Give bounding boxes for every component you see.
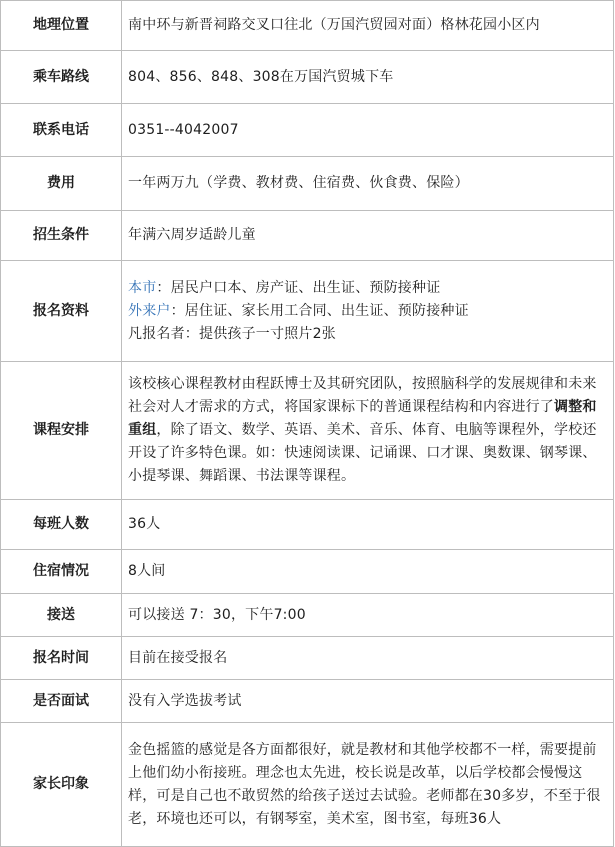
row-value: 0351--4042007 — [122, 104, 614, 157]
material-prefix: 本市 — [128, 279, 157, 296]
table-row — [1, 211, 614, 261]
material-text: 凡报名者：提供孩子一寸照片2张 — [128, 325, 336, 342]
table-row — [1, 1, 614, 51]
row-value: 南中环与新晋祠路交叉口往北（万国汽贸园对面）格林花园小区内 — [122, 1, 614, 51]
table-row — [1, 723, 614, 847]
row-value: 8人间 — [122, 550, 614, 594]
row-value: 金色摇篮的感觉是各方面都很好，就是教材和其他学校都不一样，需要提前上他们幼小衔接班。理念也太先进，校长说是改革，以后学校都会慢慢这样，可是自己也不敢贸然的给孩子送过去试验。老师都在30多岁，不至于很老，环境也还可以，有钢琴室，美术室，图书室，每班36人 — [122, 723, 614, 847]
course-text-after: ，除了语文、数学、英语、美术、音乐、体育、电脑等课程外，学校还开设了许多特色课。如：快速阅读课、记诵课、口才课、奥数课、钢琴课、小提琴课、舞蹈课、书法课等课程。 — [128, 422, 597, 484]
course-text-before: 该校核心课程教材由程跃博士及其研究团队，按照脑科学的发展规律和未来社会对人才需求的方式，将国家课标下的普通课程结构和内容进行了 — [128, 376, 597, 415]
table-row — [1, 500, 614, 550]
material-line — [128, 277, 607, 300]
row-label: 是否面试 — [1, 680, 122, 723]
row-label: 报名资料 — [1, 261, 122, 362]
table-row — [1, 637, 614, 680]
material-line — [128, 323, 607, 346]
row-label: 住宿情况 — [1, 550, 122, 594]
row-label: 报名时间 — [1, 637, 122, 680]
row-value: 目前在接受报名 — [122, 637, 614, 680]
material-text: ：居住证、家长用工合同、出生证、预防接种证 — [170, 302, 469, 319]
row-value — [122, 261, 614, 362]
table-row — [1, 594, 614, 637]
row-value — [122, 362, 614, 500]
row-label: 地理位置 — [1, 1, 122, 51]
row-label: 费用 — [1, 157, 122, 211]
row-label: 招生条件 — [1, 211, 122, 261]
table-row — [1, 261, 614, 362]
row-label: 家长印象 — [1, 723, 122, 847]
material-prefix: 外来户 — [128, 302, 171, 319]
table-row — [1, 51, 614, 104]
row-value: 年满六周岁适龄儿童 — [122, 211, 614, 261]
row-label: 每班人数 — [1, 500, 122, 550]
table-row — [1, 362, 614, 500]
row-value: 36人 — [122, 500, 614, 550]
row-label: 接送 — [1, 594, 122, 637]
course-emphasis: 调整和重组 — [128, 399, 597, 438]
row-label: 课程安排 — [1, 362, 122, 500]
row-label: 联系电话 — [1, 104, 122, 157]
table-row — [1, 157, 614, 211]
row-value: 804、856、848、308在万国汽贸城下车 — [122, 51, 614, 104]
row-value: 可以接送 7：30，下午7:00 — [122, 594, 614, 637]
row-label: 乘车路线 — [1, 51, 122, 104]
table-row — [1, 550, 614, 594]
material-text: ：居民户口本、房产证、出生证、预防接种证 — [156, 279, 441, 296]
table-row — [1, 104, 614, 157]
row-value: 一年两万九（学费、教材费、住宿费、伙食费、保险） — [122, 157, 614, 211]
material-line — [128, 300, 607, 323]
row-value: 没有入学选拔考试 — [122, 680, 614, 723]
table-row — [1, 680, 614, 723]
